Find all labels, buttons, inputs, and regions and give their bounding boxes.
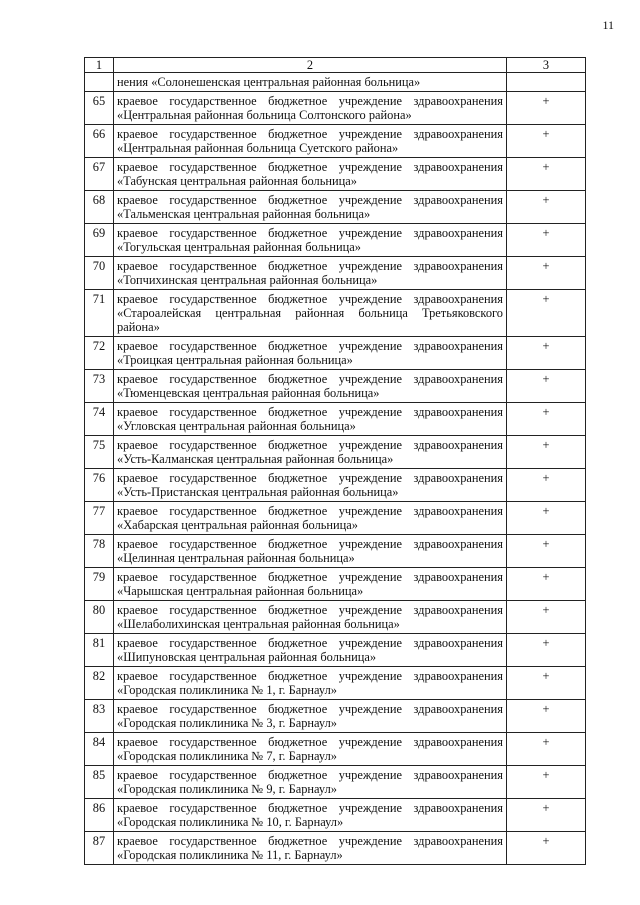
row-number: 79	[85, 568, 114, 601]
inclusion-mark: +	[507, 700, 586, 733]
inclusion-mark: +	[507, 125, 586, 158]
institution-name: краевое государственное бюджетное учреждение здравоохранения «Троицкая центральная районная больница»	[114, 337, 507, 370]
institution-name: краевое государственное бюджетное учреждение здравоохранения «Городская поликлиника № 9, г. Барнаул»	[114, 766, 507, 799]
inclusion-mark: +	[507, 469, 586, 502]
table-row	[85, 158, 586, 191]
institution-name: краевое государственное бюджетное учреждение здравоохранения «Хабарская центральная районная больница»	[114, 502, 507, 535]
table-header-row	[85, 58, 586, 73]
inclusion-mark: +	[507, 568, 586, 601]
institution-name: краевое государственное бюджетное учреждение здравоохранения «Центральная районная больница Солтонского района»	[114, 92, 507, 125]
inclusion-mark: +	[507, 601, 586, 634]
table-row	[85, 370, 586, 403]
table-row	[85, 92, 586, 125]
table-row	[85, 125, 586, 158]
row-number	[85, 73, 114, 92]
table-row	[85, 257, 586, 290]
institution-name: нения «Солонешенская центральная районная больница»	[114, 73, 507, 92]
row-number: 72	[85, 337, 114, 370]
row-number: 86	[85, 799, 114, 832]
institution-name: краевое государственное бюджетное учреждение здравоохранения «Табунская центральная районная больница»	[114, 158, 507, 191]
inclusion-mark: +	[507, 191, 586, 224]
row-number: 84	[85, 733, 114, 766]
continuation-row	[85, 73, 586, 92]
inclusion-mark: +	[507, 224, 586, 257]
table-row	[85, 290, 586, 337]
table-row	[85, 700, 586, 733]
table-row	[85, 191, 586, 224]
row-number: 70	[85, 257, 114, 290]
institution-name: краевое государственное бюджетное учреждение здравоохранения «Шелаболихинская центральная районная больница»	[114, 601, 507, 634]
institution-name: краевое государственное бюджетное учреждение здравоохранения «Чарышская центральная районная больница»	[114, 568, 507, 601]
table-row	[85, 733, 586, 766]
row-number: 87	[85, 832, 114, 865]
institution-name: краевое государственное бюджетное учреждение здравоохранения «Шипуновская центральная районная больница»	[114, 634, 507, 667]
table-row	[85, 601, 586, 634]
inclusion-mark: +	[507, 799, 586, 832]
row-number: 83	[85, 700, 114, 733]
row-number: 85	[85, 766, 114, 799]
table-row	[85, 799, 586, 832]
inclusion-mark: +	[507, 403, 586, 436]
table-row	[85, 832, 586, 865]
row-number: 78	[85, 535, 114, 568]
inclusion-mark: +	[507, 535, 586, 568]
table-row	[85, 634, 586, 667]
row-number: 71	[85, 290, 114, 337]
column-header-number: 1	[85, 58, 114, 73]
inclusion-mark: +	[507, 733, 586, 766]
table-row	[85, 568, 586, 601]
institution-name: краевое государственное бюджетное учреждение здравоохранения «Староалейская центральная районная больница Третьяковского района»	[114, 290, 507, 337]
row-number: 80	[85, 601, 114, 634]
inclusion-mark: +	[507, 290, 586, 337]
inclusion-mark: +	[507, 337, 586, 370]
institution-name: краевое государственное бюджетное учреждение здравоохранения «Тогульская центральная районная больница»	[114, 224, 507, 257]
institution-name: краевое государственное бюджетное учреждение здравоохранения «Тюменцевская центральная районная больница»	[114, 370, 507, 403]
institution-name: краевое государственное бюджетное учреждение здравоохранения «Центральная районная больница Суетского района»	[114, 125, 507, 158]
table-row	[85, 224, 586, 257]
table-row	[85, 502, 586, 535]
row-number: 68	[85, 191, 114, 224]
institution-name: краевое государственное бюджетное учреждение здравоохранения «Городская поликлиника № 7, г. Барнаул»	[114, 733, 507, 766]
inclusion-mark: +	[507, 634, 586, 667]
institution-name: краевое государственное бюджетное учреждение здравоохранения «Тальменская центральная районная больница»	[114, 191, 507, 224]
column-header-name: 2	[114, 58, 507, 73]
institution-name: краевое государственное бюджетное учреждение здравоохранения «Усть-Пристанская центральная районная больница»	[114, 469, 507, 502]
institution-name: краевое государственное бюджетное учреждение здравоохранения «Топчихинская центральная районная больница»	[114, 257, 507, 290]
institutions-table	[84, 57, 586, 865]
row-number: 67	[85, 158, 114, 191]
row-number: 82	[85, 667, 114, 700]
inclusion-mark: +	[507, 370, 586, 403]
table-row	[85, 436, 586, 469]
table-row	[85, 469, 586, 502]
inclusion-mark: +	[507, 766, 586, 799]
institution-name: краевое государственное бюджетное учреждение здравоохранения «Целинная центральная районная больница»	[114, 535, 507, 568]
table-row	[85, 403, 586, 436]
row-number: 65	[85, 92, 114, 125]
row-number: 76	[85, 469, 114, 502]
row-number: 69	[85, 224, 114, 257]
column-header-mark: 3	[507, 58, 586, 73]
inclusion-mark: +	[507, 92, 586, 125]
table-row	[85, 667, 586, 700]
institution-name: краевое государственное бюджетное учреждение здравоохранения «Городская поликлиника № 11, г. Барнаул»	[114, 832, 507, 865]
row-number: 81	[85, 634, 114, 667]
inclusion-mark: +	[507, 502, 586, 535]
row-number: 74	[85, 403, 114, 436]
page-number: 11	[602, 18, 614, 32]
institution-name: краевое государственное бюджетное учреждение здравоохранения «Городская поликлиника № 3, г. Барнаул»	[114, 700, 507, 733]
institution-name: краевое государственное бюджетное учреждение здравоохранения «Городская поликлиника № 1, г. Барнаул»	[114, 667, 507, 700]
inclusion-mark	[507, 73, 586, 92]
table-body	[85, 58, 586, 865]
row-number: 77	[85, 502, 114, 535]
institution-name: краевое государственное бюджетное учреждение здравоохранения «Городская поликлиника № 10, г. Барнаул»	[114, 799, 507, 832]
inclusion-mark: +	[507, 436, 586, 469]
inclusion-mark: +	[507, 257, 586, 290]
table-row	[85, 535, 586, 568]
table-row	[85, 337, 586, 370]
row-number: 73	[85, 370, 114, 403]
inclusion-mark: +	[507, 158, 586, 191]
inclusion-mark: +	[507, 832, 586, 865]
inclusion-mark: +	[507, 667, 586, 700]
row-number: 75	[85, 436, 114, 469]
row-number: 66	[85, 125, 114, 158]
institution-name: краевое государственное бюджетное учреждение здравоохранения «Усть-Калманская центральная районная больница»	[114, 436, 507, 469]
institution-name: краевое государственное бюджетное учреждение здравоохранения «Угловская центральная районная больница»	[114, 403, 507, 436]
table-row	[85, 766, 586, 799]
